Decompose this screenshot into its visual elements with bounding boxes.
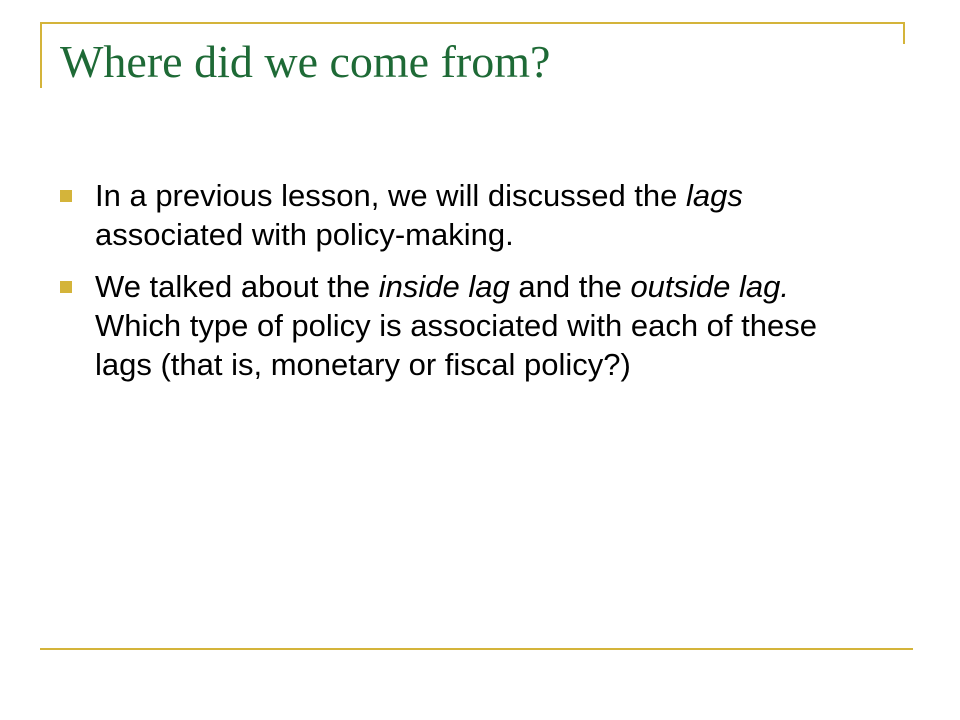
bullet-text-emphasis: lags xyxy=(686,178,743,213)
bullet-text-emphasis: inside lag xyxy=(378,269,510,304)
bullet-text-segment: associated with policy-making. xyxy=(95,217,514,252)
bottom-rule xyxy=(40,648,913,650)
square-bullet-icon xyxy=(60,281,72,293)
square-bullet-icon xyxy=(60,190,72,202)
bullet-item xyxy=(60,267,860,384)
top-rule xyxy=(40,22,905,24)
right-rule xyxy=(903,22,905,44)
left-rule xyxy=(40,22,42,88)
bullet-text-segment: In a previous lesson, we will discussed the xyxy=(95,178,687,213)
bullet-text-emphasis: outside lag. xyxy=(630,269,789,304)
bullet-item xyxy=(60,176,860,254)
bullet-list xyxy=(60,176,860,397)
bullet-text-segment: We talked about the xyxy=(95,269,379,304)
bullet-text-segment: and the xyxy=(509,269,631,304)
bullet-text-segment: Which type of policy is associated with each of these lags (that is, monetary or fiscal policy?) xyxy=(95,308,817,382)
slide-title: Where did we come from? xyxy=(60,36,551,87)
